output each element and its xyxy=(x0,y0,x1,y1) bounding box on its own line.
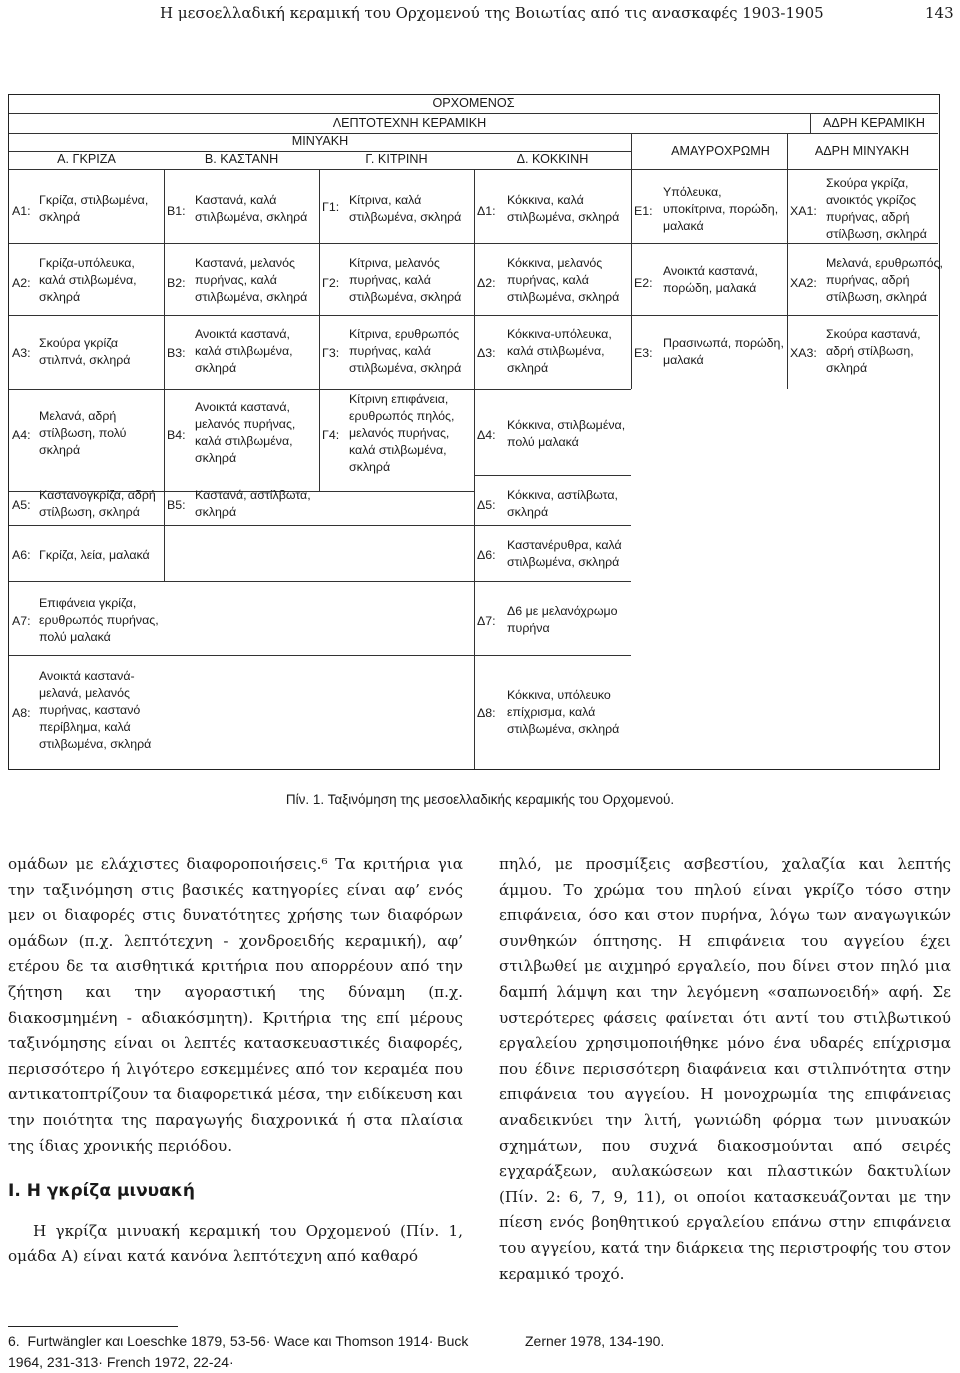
desc-a4: Μελανά, αδρή στίλβωση, πολύ σκληρά xyxy=(39,409,127,457)
header-coarse-ware: ΑΔΡΗ ΚΕΡΑΜΙΚΗ xyxy=(823,116,925,130)
column-divider xyxy=(319,169,320,491)
header-coarse-minyan: ΑΔΡΗ ΜΙΝΥΑΚΗ xyxy=(814,144,910,158)
text-column-right xyxy=(499,852,951,1287)
code-a1: Α1: xyxy=(12,204,31,218)
code-e3: Ε3: xyxy=(634,346,653,360)
code-a8: Α8: xyxy=(12,706,31,720)
header-orchomenos: ΟΡΧΟΜΕΝΟΣ xyxy=(432,96,515,110)
paragraph: Η γκρίζα μινυακή κεραμική του Ορχομενού (Πίν. 1, ομάδα Α) είναι κατά κανόνα λεπτότεχνη από καθαρό xyxy=(8,1221,463,1266)
code-d8: Δ8: xyxy=(477,706,496,720)
desc-e2: Ανοικτά καστανά, πορώδη, μαλακά xyxy=(663,264,758,295)
header-divider xyxy=(787,133,788,169)
desc-xa3: Σκούρα καστανά, αδρή στίλβωση, σκληρά xyxy=(826,327,921,375)
desc-g3: Κίτρινα, ερυθρωπός πυρήνας, καλά στιλβωμένα, σκληρά xyxy=(349,327,462,375)
desc-a8: Ανοικτά καστανά- μελανά, μελανός πυρήνας, καστανό περίβλημα, καλά στιλβωμένα, σκληρά xyxy=(39,669,152,751)
desc-d4: Κόκκινα, στιλβωμένα, πολύ μαλακά xyxy=(507,418,626,449)
code-d5: Δ5: xyxy=(477,498,496,512)
code-xa2: ΧΑ2: xyxy=(790,276,817,290)
desc-d5: Κόκκινα, αστίλβωτα, σκληρά xyxy=(507,488,618,519)
header-group-g: Γ. ΚΙΤΡΙΝΗ xyxy=(365,152,428,166)
desc-xa2: Μελανά, ερυθρωπός, πυρήνας, αδρή στίλβωση, σκληρά xyxy=(826,256,943,304)
row-separator xyxy=(9,525,631,526)
code-b3: Β3: xyxy=(167,346,186,360)
code-a2: Α2: xyxy=(12,276,31,290)
header-rule xyxy=(9,113,938,114)
desc-b3: Ανοικτά καστανά, καλά στιλβωμένα, σκληρά xyxy=(195,327,293,375)
footnote-6: 6. Furtwängler και Loeschke 1879, 53-56· Wace και Thomson 1914· Buck 1964, 231-313· French 1972, 22-24· xyxy=(8,1333,469,1370)
code-d7: Δ7: xyxy=(477,614,496,628)
code-a7: Α7: xyxy=(12,614,31,628)
row-separator xyxy=(9,315,938,316)
code-xa1: ΧΑ1: xyxy=(790,204,817,218)
running-head-title: Η μεσοελλαδική κεραμική του Ορχομενού της Βοιωτίας από τις ανασκαφές 1903-1905 xyxy=(160,4,824,22)
desc-a3: Σκούρα γκρίζα στιλπνά, σκληρά xyxy=(39,336,131,367)
column-divider xyxy=(631,169,632,389)
desc-d8: Κόκκινα, υπόλευκο επίχρισμα, καλά στιλβωμένα, σκληρά xyxy=(507,688,620,736)
desc-d7: Δ6 με μελανόχρωμο πυρήνα xyxy=(507,604,618,635)
desc-b2: Καστανά, μελανός πυρήνας, καλά στιλβωμένα, σκληρά xyxy=(195,256,308,304)
header-divider xyxy=(810,113,811,133)
desc-d6: Καστανέρυθρα, καλά στιλβωμένα, σκληρά xyxy=(507,538,622,569)
code-a4: Α4: xyxy=(12,428,31,442)
desc-b4: Ανοικτά καστανά, μελανός πυρήνας, καλά στιλβωμένα, σκληρά xyxy=(195,400,296,465)
desc-g2: Κίτρινα, μελανός πυρήνας, καλά στιλβωμένα, σκληρά xyxy=(349,256,462,304)
text-column-left xyxy=(8,852,463,1270)
desc-d1: Κόκκινα, καλά στιλβωμένα, σκληρά xyxy=(507,193,620,224)
classification-table xyxy=(8,94,943,770)
desc-d2: Κόκκινα, μελανός πυρήνας, καλά στιλβωμένα, σκληρά xyxy=(507,256,620,304)
section-heading: Ι. Η γκρίζα μινυακή xyxy=(8,1181,195,1202)
desc-d3: Κόκκινα-υπόλευκα, καλά στιλβωμένα, σκληρά xyxy=(507,327,612,375)
row-separator xyxy=(9,581,631,582)
paragraph: ομάδων με ελάχιστες διαφοροποιήσεις.⁶ Τα κριτήρια για την ταξινόμηση στις βασικές κατηγορίες είναι αφ’ ενός μεν οι διαφορές στις δυνατότητες χρήσης των διαφόρων ομάδων (π.χ. λεπτότεχνη - χονδροειδής κεραμική), αφ’ ετέρου δε τα αισθητικά κριτήρια που απορρέουν από την ζήτηση και την αγοραστική της δύναμη (π.χ. διακοσμημένη - αδιακόσμητη). Κριτήρια της επί μέρους ταξινόμησης είναι οι λεπτές κατασκευαστικές διαφορές, περισσότερο ή λιγότερο εσκεμμένες από τον κεραμέα που αντικατοπτρίζουν τα διαφορετικά μέσα, την ειδίκευση και την ποιότητα της παραγωγής διαχρονικά ή στα πλαίσια της ίδιας χρονικής περιόδου. xyxy=(8,855,463,1155)
header-fine-ware: ΛΕΠΤΟΤΕΧΝΗ ΚΕΡΑΜΙΚΗ xyxy=(332,116,487,130)
code-d4: Δ4: xyxy=(477,428,496,442)
column-divider xyxy=(474,169,475,769)
column-divider xyxy=(164,169,165,581)
code-d2: Δ2: xyxy=(477,276,496,290)
header-group-d: Δ. ΚΟΚΚΙΝΗ xyxy=(516,152,589,166)
desc-a2: Γκρίζα-υπόλευκα, καλά στιλβωμένα, σκληρά xyxy=(39,256,137,304)
desc-b5: Καστανά, αστίλβωτα, σκληρά xyxy=(195,488,311,519)
desc-g1: Κίτρινα, καλά στιλβωμένα, σκληρά xyxy=(349,193,462,224)
header-group-b: Β. ΚΑΣΤΑΝΗ xyxy=(204,152,279,166)
code-xa3: ΧΑ3: xyxy=(790,346,817,360)
code-a3: Α3: xyxy=(12,346,31,360)
footnote-rule xyxy=(8,1326,178,1327)
table-caption: Πίν. 1. Ταξινόμηση της μεσοελλαδικής κεραμικής του Ορχομενού. xyxy=(285,792,675,807)
code-e1: Ε1: xyxy=(634,204,653,218)
code-d6: Δ6: xyxy=(477,548,496,562)
header-divider xyxy=(631,133,632,169)
paragraph: πηλό, με προσμίξεις ασβεστίου, χαλαζία και λεπτής άμμου. Το χρώμα του πηλού είναι γκρίζο τόσο στην επιφάνεια, όσο και στον πυρήνα, λόγω των αναγωγικών συνθηκών όπτησης. Η επιφάνεια του αγγείου έχει στιλβωθεί με αιχμηρό εργαλείο, που δίνει στον πηλό μια δαμπή λάμψη και την λεγόμενη «σαπωνοειδή» αφή. Σε υστερότερες φάσεις φαίνεται ότι αντί του στιλβωτικού εργαλείου χρησιμοποιήθηκε μόνο ένα υδαρές επίχρισμα που έδινε περισσότερη διαφάνεια και στιλπνότητα στην επιφάνεια του αγγείου. Η μονοχρωμία της επιφάνειας αναδεικνύει την λιτή, γωνιώδη φόρμα των μινυακών σχημάτων, που συχνά διακοσμούνται από σειρές εγχαράξεων, αυλακώσεων και πλαστικών δακτυλίων (Πίν. 2: 6, 7, 9, 11), οι οποίοι κατασκευάζονται με την πίεση ενός βοηθητικού εργαλείου επάνω στην επιφάνεια του αγγείου, κατά την διάρκεια της περιστροφής του στον κεραμικό τροχό. xyxy=(499,855,951,1283)
header-minyan: ΜΙΝΥΑΚΗ xyxy=(291,134,349,148)
code-e2: Ε2: xyxy=(634,276,653,290)
code-a6: Α6: xyxy=(12,548,31,562)
running-head xyxy=(0,4,960,24)
desc-g4: Κίτρινη επιφάνεια, ερυθρωπός πηλός, μελανός πυρήνας, καλά στιλβωμένα, σκληρά xyxy=(349,392,455,474)
code-a5: Α5: xyxy=(12,498,31,512)
code-b2: Β2: xyxy=(167,276,186,290)
code-d1: Δ1: xyxy=(477,204,496,218)
row-separator xyxy=(9,243,938,244)
desc-a7: Επιφάνεια γκρίζα, ερυθρωπός πυρήνας, πολύ μαλακά xyxy=(39,596,159,644)
desc-a6: Γκρίζα, λεία, μαλακά xyxy=(39,548,150,562)
code-g3: Γ3: xyxy=(322,346,340,360)
page-number: 143 xyxy=(925,4,954,22)
code-b5: Β5: xyxy=(167,498,186,512)
row-separator xyxy=(9,655,631,656)
code-b1: Β1: xyxy=(167,204,186,218)
desc-e1: Υπόλευκα, υποκίτρινα, πορώδη, μαλακά xyxy=(663,185,779,233)
desc-e3: Πρασινωπά, πορώδη, μαλακά xyxy=(663,336,784,367)
footnote-6-continued: Zerner 1978, 134-190. xyxy=(525,1333,665,1349)
code-g1: Γ1: xyxy=(322,200,340,214)
code-g2: Γ2: xyxy=(322,276,340,290)
desc-b1: Καστανά, καλά στιλβωμένα, σκληρά xyxy=(195,193,308,224)
desc-a1: Γκρίζα, στιλβωμένα, σκληρά xyxy=(39,193,149,224)
row-separator xyxy=(474,475,631,476)
desc-a5: Καστανογκρίζα, αδρή στίλβωση, σκληρά xyxy=(39,488,156,519)
header-rule xyxy=(9,133,938,134)
row-separator xyxy=(9,389,631,390)
header-matt-painted: ΑΜΑΥΡΟΧΡΩΜΗ xyxy=(671,144,770,158)
header-group-a: Α. ΓΚΡΙΖΑ xyxy=(57,152,116,166)
code-g4: Γ4: xyxy=(322,428,340,442)
code-b4: Β4: xyxy=(167,428,186,442)
desc-xa1: Σκούρα γκρίζα, ανοικτός γκρίζος πυρήνας, αδρή στίλβωση, σκληρά xyxy=(826,176,927,241)
column-divider xyxy=(787,169,788,389)
code-d3: Δ3: xyxy=(477,346,496,360)
header-rule xyxy=(9,151,631,152)
